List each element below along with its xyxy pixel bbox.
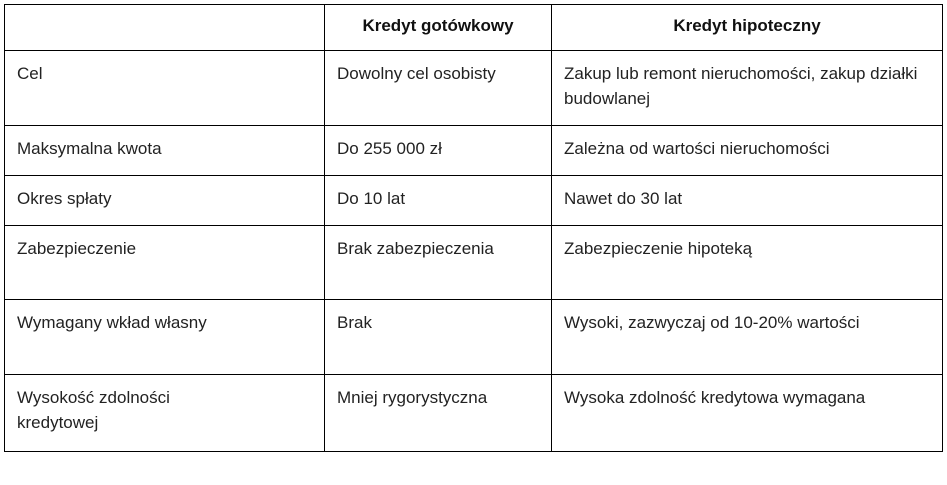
- cell-gotowkowy: Dowolny cel osobisty: [325, 51, 552, 126]
- row-label: Okres spłaty: [5, 176, 325, 226]
- cell-hipoteczny: Wysoki, zazwyczaj od 10-20% wartości: [552, 300, 943, 375]
- row-label: Wymagany wkład własny: [5, 300, 325, 375]
- table-row: [5, 300, 943, 375]
- table-header-row: [5, 5, 943, 51]
- row-label: Zabezpieczenie: [5, 226, 325, 300]
- cell-gotowkowy: Mniej rygorystyczna: [325, 375, 552, 452]
- row-label: Maksymalna kwota: [5, 126, 325, 176]
- row-label: Wysokość zdolności kredytowej: [5, 375, 325, 452]
- cell-gotowkowy: Brak: [325, 300, 552, 375]
- header-cell-kredyt-hipoteczny: Kredyt hipoteczny: [552, 5, 943, 51]
- cell-hipoteczny: Nawet do 30 lat: [552, 176, 943, 226]
- table-row: [5, 375, 943, 452]
- cell-hipoteczny: Zależna od wartości nieruchomości: [552, 126, 943, 176]
- cell-hipoteczny: Zabezpieczenie hipoteką: [552, 226, 943, 300]
- table-row: [5, 226, 943, 300]
- cell-gotowkowy: Do 10 lat: [325, 176, 552, 226]
- comparison-table-container: [4, 4, 943, 452]
- comparison-table: [4, 4, 943, 452]
- header-cell-kredyt-gotowkowy: Kredyt gotówkowy: [325, 5, 552, 51]
- header-cell-empty: [5, 5, 325, 51]
- row-label: Cel: [5, 51, 325, 126]
- cell-gotowkowy: Brak zabezpieczenia: [325, 226, 552, 300]
- cell-hipoteczny: Wysoka zdolność kredytowa wymagana: [552, 375, 943, 452]
- cell-gotowkowy: Do 255 000 zł: [325, 126, 552, 176]
- table-row: [5, 126, 943, 176]
- cell-hipoteczny: Zakup lub remont nieruchomości, zakup działki budowlanej: [552, 51, 943, 126]
- table-row: [5, 176, 943, 226]
- table-row: [5, 51, 943, 126]
